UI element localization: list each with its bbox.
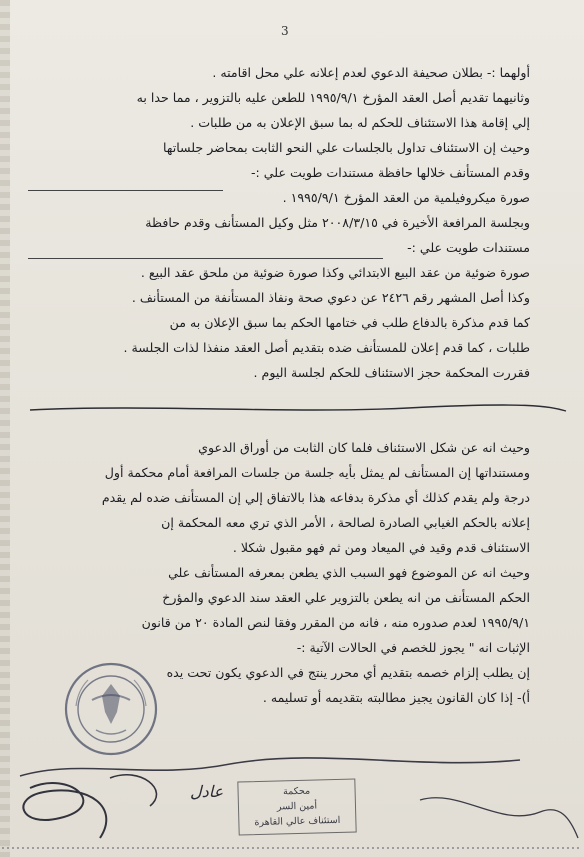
text-line: وبجلسة المرافعة الأخيرة في ٢٠٠٨/٣/١٥ مثل وكيل المستأنف وقدم حافظة [145,215,530,230]
text-line: إلي إقامة هذا الاستئناف للحكم له بما سبق الإعلان به من طلبات . [190,115,530,130]
text-line: صورة ضوئية من عقد البيع الابتدائي وكذا صورة ضوئية من ملحق عقد البيع . [140,265,530,280]
blank-fill-line [28,258,383,259]
text-line: إن يطلب إلزام خصمه بتقديم أي محرر ينتج في الدعوي يكون تحت يده [166,665,530,680]
text-line: الاستئناف قدم وقيد في الميعاد ومن ثم فهو مقبول شكلا . [232,540,530,555]
text-line: وحيث إن الاستئناف تداول بالجلسات علي النحو الثابت بمحاضر جلساتها [163,140,530,155]
text-line: درجة ولم يقدم كذلك أي مذكرة بدفاعه هذا بالاتفاق إلي إن المستأنف ضده لم يقدم [101,490,530,505]
text-line: ١٩٩٥/٩/١ لعدم صدوره منه ، فانه من المقرر وفقا لنص المادة ٢٠ من قانون [141,615,530,630]
text-line: صورة ميكروفيلمية من العقد المؤرخ ١٩٩٥/٩/١ . [282,190,530,205]
stamp-line: أمين السر [276,800,318,813]
text-line: وحيث انه عن شكل الاستئناف فلما كان الثابت من أوراق الدعوي [198,440,530,455]
page-number: 3 [281,24,289,38]
signature-name: عادل [190,782,224,801]
text-line: أ)- إذا كان القانون يجيز مطالبته بتقديمه أو تسليمه . [262,690,530,705]
text-line: إعلانه بالحكم الغيابي الصادرة لصالحة ، الأمر الذي تري معه المحكمة إن [161,515,530,530]
text-line: ومستنداتها إن المستأنف لم يمثل بأيه جلسة من جلسات المرافعة أمام محكمة أول [104,465,530,480]
text-line: وقدم المستأنف خلالها حافظة مستندات طويت علي :- [251,165,530,180]
court-seal-icon [62,660,160,758]
text-line: وثانيهما تقديم أصل العقد المؤرخ ١٩٩٥/٩/١ للطعن عليه بالتزوير ، مما حدا به [136,90,530,105]
text-line: الإثبات انه " يجوز للخصم في الحالات الآتية :- [296,640,530,655]
text-line: طلبات ، كما قدم إعلان للمستأنف ضده بتقديم أصل العقد منفذا لذات الجلسة . [123,340,530,355]
stamp-line: استئناف عالي القاهرة [254,814,341,829]
text-line: وحيث انه عن الموضوع فهو السبب الذي يطعن بمعرفه المستأنف علي [168,565,530,580]
text-line: الحكم المستأنف من انه يطعن بالتزوير علي العقد سند الدعوي والمؤرخ [162,590,530,605]
binding-edge [0,0,10,857]
text-line: مستندات طويت علي :- [407,240,530,255]
blank-fill-line [28,190,223,191]
text-line: كما قدم مذكرة بالدفاع طلب في ختامها الحكم بما سبق الإعلان به من [169,315,530,330]
clerk-stamp [237,778,356,835]
text-line: فقررت المحكمة حجز الاستئناف للحكم لجلسة اليوم . [253,365,530,380]
text-line: وكذا أصل المشهر رقم ٢٤٢٦ عن دعوي صحة ونفاذ المستأنفة من المستأنف . [131,290,530,305]
stamp-line: محكمة [282,785,311,798]
document-body-part-1 [30,60,530,385]
section-divider [28,402,568,416]
text-line: أولهما :- بطلان صحيفة الدعوي لعدم إعلانه علي محل اقامته . [212,65,530,80]
